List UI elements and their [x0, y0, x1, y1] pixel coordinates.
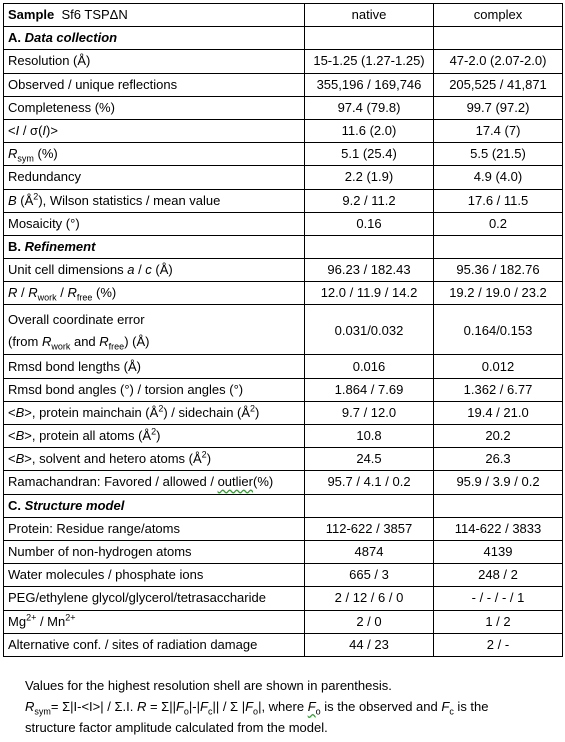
row-label: Rmsd bond lengths (Å): [4, 355, 305, 378]
row-label: Water molecules / phosphate ions: [4, 564, 305, 587]
complex-value: 20.2: [434, 425, 563, 448]
complex-value: 17.4 (7): [434, 119, 563, 142]
table-row: [4, 355, 563, 378]
native-value: 95.7 / 4.1 / 0.2: [305, 471, 434, 494]
complex-value: 248 / 2: [434, 564, 563, 587]
native-value: 2.2 (1.9): [305, 166, 434, 189]
crystallography-table: [3, 3, 563, 657]
table-row: [4, 282, 563, 305]
table-row: [4, 448, 563, 471]
table-row: [4, 564, 563, 587]
native-value: 355,196 / 169,746: [305, 73, 434, 96]
row-label: <B>, solvent and hetero atoms $(Å^2)$: [4, 448, 305, 471]
complex-value: 4139: [434, 540, 563, 563]
native-value: 96.23 / 182.43: [305, 259, 434, 282]
header-protein: Sf6 TSPΔN: [61, 7, 128, 23]
native-value: 24.5: [305, 448, 434, 471]
row-label: Overall coordinate error (from $R_{work}$ and $R_{free}$) (Å): [4, 305, 305, 355]
native-value: 0.16: [305, 212, 434, 235]
table-row: [4, 119, 563, 142]
row-label: <B>, protein all atoms $(Å^2)$: [4, 425, 305, 448]
row-label: Resolution (Å): [4, 50, 305, 73]
footnotes: [25, 675, 560, 738]
complex-value: 205,525 / 41,871: [434, 73, 563, 96]
row-label: <B>, protein mainchain $(Å^2)$ / sidechain $(Å^2)$: [4, 401, 305, 424]
complex-value: 0.164/0.153: [434, 305, 563, 355]
row-label: Unit cell dimensions a / c (Å): [4, 259, 305, 282]
row-label: Protein: Residue range/atoms: [4, 517, 305, 540]
row-label: Number of non-hydrogen atoms: [4, 540, 305, 563]
native-value: 12.0 / 11.9 / 14.2: [305, 282, 434, 305]
complex-value: - / - / - / 1: [434, 587, 563, 610]
section-refinement: B. Refinement: [4, 235, 305, 258]
header-sample-cell: [4, 4, 305, 27]
native-value: 97.4 (79.8): [305, 96, 434, 119]
complex-value: 95.9 / 3.9 / 0.2: [434, 471, 563, 494]
native-value: 11.6 (2.0): [305, 119, 434, 142]
row-label: PEG/ethylene glycol/glycerol/tetrasaccharide: [4, 587, 305, 610]
section-row: [4, 27, 563, 50]
native-value: 0.016: [305, 355, 434, 378]
row-label: <I / σ(I)>: [4, 119, 305, 142]
footnote-line-2: $R_{sym}= \Sigma|I-<I>| / \Sigma.I$. $R = \Sigma||F_o|-|F_c|| / \Sigma$ $|F_o|$, where $F_o$ is the observed and $F_c$ is the: [25, 699, 489, 717]
table-row: [4, 96, 563, 119]
header-row: [4, 4, 563, 27]
header-sample: Sample: [8, 7, 55, 23]
section-row: [4, 494, 563, 517]
native-value: 1.864 / 7.69: [305, 378, 434, 401]
row-label: R / $R_{work} / R_{free}$ (%): [4, 282, 305, 305]
native-value: 2 / 0: [305, 610, 434, 633]
native-value: 0.031/0.032: [305, 305, 434, 355]
complex-value: 17.6 / 11.5: [434, 189, 563, 212]
complex-value: 19.4 / 21.0: [434, 401, 563, 424]
native-value: 112-622 / 3857: [305, 517, 434, 540]
table-row: [4, 425, 563, 448]
section-data-collection: A. Data collection: [4, 27, 305, 50]
footnote-line-1: Values for the highest resolution shell are shown in parenthesis.: [25, 678, 392, 693]
native-value: 9.7 / 12.0: [305, 401, 434, 424]
row-label: Redundancy: [4, 166, 305, 189]
complex-value: 5.5 (21.5): [434, 143, 563, 166]
row-label: $R_{sym}$ (%): [4, 143, 305, 166]
native-value: 44 / 23: [305, 633, 434, 656]
row-label: $Mg^{2+} / Mn^{2+}$: [4, 610, 305, 633]
row-label: Alternative conf. / sites of radiation damage: [4, 633, 305, 656]
native-value: 9.2 / 11.2: [305, 189, 434, 212]
row-label: Mosaicity (°): [4, 212, 305, 235]
table-row: [4, 73, 563, 96]
table-row: [4, 378, 563, 401]
complex-value: 114-622 / 3833: [434, 517, 563, 540]
native-value: 4874: [305, 540, 434, 563]
complex-value: 4.9 (4.0): [434, 166, 563, 189]
complex-value: 0.2: [434, 212, 563, 235]
row-label: Completeness (%): [4, 96, 305, 119]
native-value: 665 / 3: [305, 564, 434, 587]
row-label: Observed / unique reflections: [4, 73, 305, 96]
section-structure-model: C. Structure model: [4, 494, 305, 517]
native-value: 2 / 12 / 6 / 0: [305, 587, 434, 610]
table-row: [4, 517, 563, 540]
complex-value: 1.362 / 6.77: [434, 378, 563, 401]
section-row: [4, 235, 563, 258]
native-value: 10.8: [305, 425, 434, 448]
table-row: [4, 143, 563, 166]
table-row: [4, 540, 563, 563]
table-row: [4, 610, 563, 633]
table-row: [4, 189, 563, 212]
complex-value: 19.2 / 19.0 / 23.2: [434, 282, 563, 305]
header-native: native: [305, 4, 434, 27]
row-label: Ramachandran: Favored / allowed / outlier(%): [4, 471, 305, 494]
table-row: [4, 305, 563, 355]
table-row: [4, 166, 563, 189]
footnote-line-3: structure factor amplitude calculated from the model.: [25, 720, 328, 735]
row-label: Rmsd bond angles (°) / torsion angles (°): [4, 378, 305, 401]
table-row: [4, 259, 563, 282]
complex-value: 95.36 / 182.76: [434, 259, 563, 282]
table-row: [4, 633, 563, 656]
native-value: 15-1.25 (1.27-1.25): [305, 50, 434, 73]
table-row: [4, 50, 563, 73]
complex-value: 0.012: [434, 355, 563, 378]
complex-value: 99.7 (97.2): [434, 96, 563, 119]
header-complex: complex: [434, 4, 563, 27]
table-row: [4, 471, 563, 494]
table-row: [4, 587, 563, 610]
complex-value: 47-2.0 (2.07-2.0): [434, 50, 563, 73]
complex-value: 26.3: [434, 448, 563, 471]
complex-value: 2 / -: [434, 633, 563, 656]
native-value: 5.1 (25.4): [305, 143, 434, 166]
row-label: B $(Å^2)$, Wilson statistics / mean value: [4, 189, 305, 212]
complex-value: 1 / 2: [434, 610, 563, 633]
table-row: [4, 401, 563, 424]
table-row: [4, 212, 563, 235]
